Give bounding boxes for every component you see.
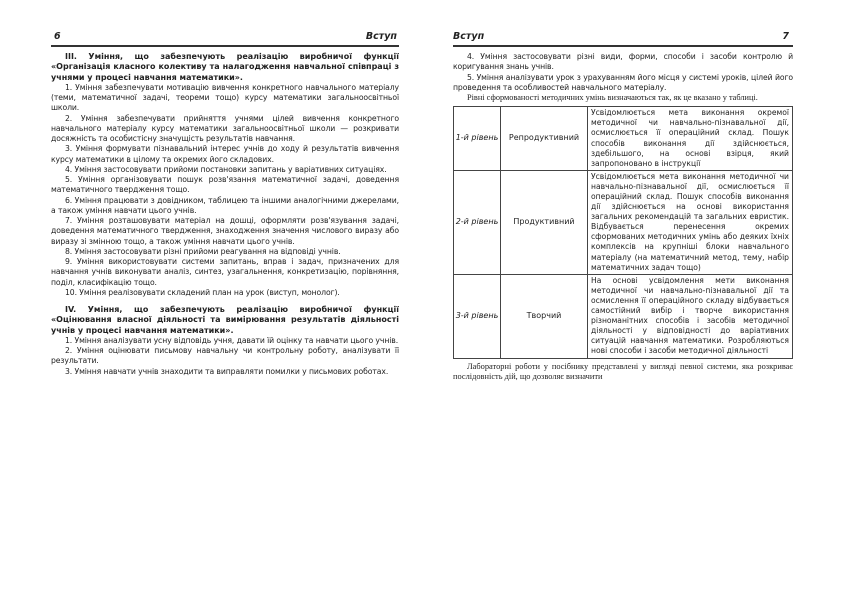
- list-item: 7. Уміння розташовувати матеріал на дошці, оформляти розв'язування задачі, доведення математичного твердження, знаходження значення числового виразу або виразу зі змінною тощо, а також уміння навчати цього учнів.: [51, 216, 399, 246]
- list-item: 8. Уміння застосовувати різні прийоми реагування на відповіді учнів.: [65, 246, 341, 256]
- level-name-cell: Творчий: [501, 274, 588, 358]
- level-cell: 1-й рівень: [454, 107, 501, 171]
- list-item: 3. Уміння формувати пізнавальний інтерес учнів до ходу й результатів вивчення курсу математики в цілому та окремих його складових.: [51, 144, 399, 164]
- page-number: 7: [782, 31, 789, 42]
- level-name-cell: Репродуктивний: [501, 107, 588, 171]
- list-item: 5. Уміння аналізувати урок з урахуванням його місця у системі уроків, цілей його проведення та особливостей навчального матеріалу.: [453, 72, 793, 92]
- table-intro: Рівні сформованості методичних умінь визначаються так, як це вказано у таблиці.: [467, 93, 758, 102]
- list-item: 5. Уміння організовувати пошук розв'язання математичної задачі, доведення математичного твердження тощо.: [51, 175, 399, 195]
- running-title: Вступ: [365, 31, 397, 42]
- level-cell: 3-й рівень: [454, 274, 501, 358]
- list-item: 3. Уміння навчати учнів знаходити та виправляти помилки у письмових роботах.: [65, 366, 389, 376]
- levels-table: [453, 106, 793, 358]
- list-item: 2. Уміння забезпечувати прийняття учнями цілей вивчення конкретного навчального матеріалу курсу математики загальноосвітньої школи — розкривати досяжність та особистісну значущість результатів навчання.: [51, 113, 399, 143]
- left-page: [51, 30, 399, 570]
- table-row: [454, 170, 793, 274]
- list-item: 4. Уміння застосовувати різні види, форми, способи і засоби контролю й коригування знань учнів.: [453, 52, 793, 72]
- left-body: [51, 47, 399, 377]
- list-item: 6. Уміння працювати з довідником, таблицею та іншими аналогічними джерелами, а також уміння навчати цього учнів.: [51, 195, 399, 215]
- closing-paragraph: Лабораторні роботи у посібнику представлені у вигляді певної системи, яка розкриває послідовність дій, що дозволяє визначити: [453, 361, 793, 381]
- level-cell: 2-й рівень: [454, 170, 501, 274]
- right-page: [453, 30, 793, 570]
- list-item: 10. Уміння реалізовувати складений план на урок (виступ, монолог).: [65, 287, 340, 297]
- page-number: 6: [54, 31, 61, 42]
- running-title: Вступ: [453, 31, 485, 42]
- closing-block: [453, 362, 793, 383]
- list-item: 9. Уміння використовувати системи запитань, вправ і задач, призначених для навчання учнів виконувати аналіз, синтез, узагальнення, конкретизацію, порівняння, поділ, класифікацію тощо.: [51, 257, 399, 287]
- running-head: [453, 30, 793, 47]
- list-item: 1. Уміння забезпечувати мотивацію вивчення конкретного навчального матеріалу (теми, математичної задачі, теореми тощо) курсу математики загальноосвітньої школи.: [51, 82, 399, 113]
- section-heading: IV. Уміння, що забезпечують реалізацію виробничої функції «Оцінювання власної діяльності та вимірювання результатів діяльності учнів у процесі навчання математики».: [51, 305, 399, 335]
- list-item: 1. Уміння аналізувати усну відповідь учня, давати їй оцінку та навчати цього учнів.: [65, 335, 399, 345]
- level-description-cell: Усвідомлюється мета виконання методичної чи навчально-пізнавальної дії, осмислюється її операційний склад. Пошук способів виконання дії здійснюється на основі використання загальних рекомендацій та загальних евристик. Відбувається перенесення окремих сформованих методичних умінь або деяких їхніх комплексів на крупніші блоки навчального матеріалу (на математичний метод, тему, набір математичних задач тощо): [588, 170, 793, 274]
- list-item: 4. Уміння застосовувати прийоми постановки запитань у варіативних ситуаціях.: [65, 164, 387, 174]
- table-row: [454, 107, 793, 171]
- section-heading: III. Уміння, що забезпечують реалізацію виробничої функції «Організація класного колективу та налагодження навчальної співпраці з учнями у процесі навчання математики».: [51, 52, 399, 82]
- running-head: [51, 30, 399, 47]
- level-description-cell: Усвідомлюється мета виконання окремої методичної чи навчально-пізнавальної дії, осмислюється її операційний склад. Пошук способів виконання дії здійснюється, здебільшого, на основі взірця, який запропоновано в інструкції: [588, 107, 793, 171]
- table-row: [454, 274, 793, 358]
- list-item: 2. Уміння оцінювати письмову навчальну чи контрольну роботу, аналізувати її результати.: [51, 346, 399, 366]
- right-body: [453, 47, 793, 359]
- level-name-cell: Продуктивний: [501, 170, 588, 274]
- level-description-cell: На основі усвідомлення мети виконання методичної чи навчально-пізнавальної дії та осмислення її операційного складу відбувається самостійний вибір і творче використання різноманітних способів і засобів методичної діяльності у відповідності до варіативних ситуацій навчання математики. Розробляються нові способи і засоби методичної діяльності: [588, 274, 793, 358]
